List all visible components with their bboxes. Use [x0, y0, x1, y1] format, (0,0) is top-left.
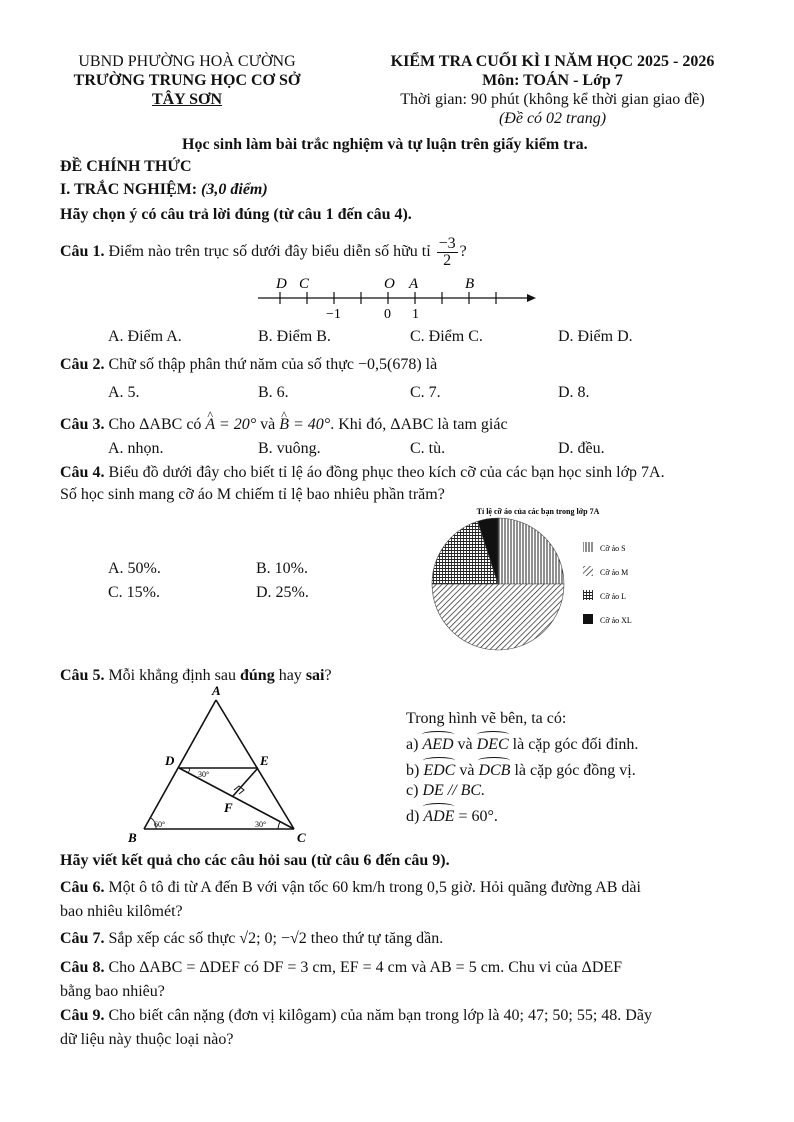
q1-end: ?: [459, 243, 467, 261]
section1-directive: Hãy chọn ý có câu trả lời đúng (từ câu 1 đến câu 4).: [60, 206, 412, 223]
pie-slice-s: [498, 518, 564, 584]
q3-text-b: . Khi đó, ΔABC là tam giác: [330, 416, 508, 433]
q5-a-angle2: DEC: [477, 734, 509, 756]
question-7: [60, 928, 443, 950]
label-e: E: [260, 753, 269, 768]
q5-d-prefix: d): [406, 808, 420, 825]
label-b: B: [128, 830, 137, 844]
point-c: C: [299, 276, 310, 292]
official-label: ĐỀ CHÍNH THỨC: [60, 158, 192, 175]
q5-statement-b: [406, 760, 636, 782]
section2-directive: Hãy viết kết quả cho các câu hỏi sau (từ câu 6 đến câu 9).: [60, 852, 450, 869]
q4-option-a: A. 50%.: [108, 560, 161, 577]
label-c: C: [297, 830, 306, 844]
axis-arrow: [527, 294, 536, 302]
angle-d-30: 30°: [198, 770, 210, 779]
legend-label-m: Cỡ áo M: [600, 568, 629, 577]
pie-slices: [432, 518, 564, 650]
q6-label: Câu 6.: [60, 879, 105, 896]
q2-label: Câu 2.: [60, 356, 105, 373]
q5-text-c: hay: [278, 667, 302, 684]
q2-option-c: C. 7.: [410, 384, 441, 401]
question-6: [60, 876, 641, 924]
q2-option-d: D. 8.: [558, 384, 590, 401]
chart-title: Tỉ lệ cỡ áo của các bạn trong lớp 7A: [476, 507, 600, 516]
point-b: B: [465, 276, 475, 292]
ward-name: UBND PHƯỜNG HOÀ CƯỜNG: [78, 53, 296, 70]
section1-label: I. TRẮC NGHIỆM:: [60, 181, 198, 198]
q2-text: Chữ số thập phân thứ năm của số thực −0,5(678) là: [108, 356, 438, 373]
q8-line-2: bằng bao nhiêu?: [60, 983, 165, 1000]
q3-and: và: [260, 416, 276, 433]
q1-option-a: A. Điểm A.: [108, 328, 182, 345]
school-name: TRƯỜNG TRUNG HỌC CƠ SỞ: [73, 72, 301, 89]
q3-option-a: A. nhọn.: [108, 440, 164, 457]
legend-swatch-l: [583, 590, 593, 600]
q9-line-2: dữ liệu này thuộc loại nào?: [60, 1031, 234, 1048]
q9-line-1: Cho biết cân nặng (đơn vị kilôgam) của năm bạn trong lớp là 40; 47; 50; 55; 48. Dãy: [108, 1007, 652, 1024]
q5-b-angle1: EDC: [423, 760, 455, 782]
q5-d-angle: ADE: [423, 806, 454, 828]
q4-option-c: C. 15%.: [108, 584, 160, 601]
label-f: F: [224, 800, 233, 815]
q3-label: Câu 3.: [60, 416, 105, 433]
q1-label: Câu 1.: [60, 243, 105, 261]
angle-c-30: 30°: [255, 820, 267, 829]
point-a: A: [409, 276, 419, 292]
q1-option-b: B. Điểm B.: [258, 328, 331, 345]
q8-line-1: Cho ΔABC = ΔDEF có DF = 3 cm, EF = 4 cm và AB = 5 cm. Chu vi của ΔDEF: [108, 959, 623, 976]
angle-b-60: 60°: [154, 820, 166, 829]
label-a: A: [212, 683, 221, 698]
q1-option-d: D. Điểm D.: [558, 328, 633, 345]
q2-option-b: B. 6.: [258, 384, 289, 401]
exam-title: KIỂM TRA CUỐI KÌ I NĂM HỌC 2025 - 2026: [390, 53, 715, 70]
q5-b-prefix: b): [406, 762, 420, 779]
question-9: [60, 1004, 652, 1052]
section1-points: (3,0 điểm): [201, 181, 268, 198]
question-8: [60, 956, 622, 1004]
label-d: D: [165, 753, 175, 768]
q5-intro: Trong hình vẽ bên, ta có:: [406, 710, 567, 727]
q5-b-angle2: DCB: [478, 760, 510, 782]
exam-time: Thời gian: 90 phút (không kể thời gian giao đề): [400, 91, 705, 108]
q6-line-2: bao nhiêu kilômét?: [60, 903, 183, 920]
triangle-figure: [118, 682, 318, 844]
point-d: D: [276, 276, 287, 292]
q3-angle-b: ^ B = 40°: [279, 414, 330, 436]
exam-pages: (Đề có 02 trang): [498, 110, 607, 127]
q3-text-a: Cho ΔABC có: [108, 416, 202, 433]
q6-line-1: Một ô tô đi từ A đến B với vận tốc 60 km/h trong 0,5 giờ. Hỏi quãng đường AB dài: [108, 879, 641, 896]
q9-label: Câu 9.: [60, 1007, 105, 1024]
q3-angle-a: ^ A = 20°: [205, 414, 256, 436]
exam-header: [355, 52, 750, 128]
q5-a-mid: và: [457, 736, 473, 753]
section1-title: [60, 181, 268, 199]
q5-a-angle1: AED: [422, 734, 453, 756]
q8-label: Câu 8.: [60, 959, 105, 976]
legend-swatch-s: [583, 542, 593, 552]
q4-text-2: Số học sinh mang cỡ áo M chiếm tỉ lệ bao nhiêu phần trăm?: [60, 486, 445, 503]
pie-chart: [420, 504, 690, 654]
tick-0: 0: [384, 307, 391, 322]
q5-a-prefix: a): [406, 736, 419, 753]
q1-frac-num: −3: [438, 235, 456, 252]
exam-subject: Môn: TOÁN - Lớp 7: [482, 72, 623, 89]
q1-fraction: [437, 236, 458, 269]
q5-text-d: sai: [305, 667, 325, 684]
q2-option-a: A. 5.: [108, 384, 140, 401]
q5-label: Câu 5.: [60, 667, 105, 684]
question-4: [60, 462, 665, 506]
legend-label-l: Cỡ áo L: [600, 592, 627, 601]
number-line: [250, 272, 540, 324]
q5-a-suffix: là cặp góc đối đỉnh.: [512, 736, 639, 753]
q5-statement-c: [406, 780, 485, 802]
q4-option-d: D. 25%.: [256, 584, 309, 601]
question-3: [60, 414, 508, 436]
q3-option-d: D. đều.: [558, 440, 605, 457]
q7-text: Sắp xếp các số thực √2; 0; −√2 theo thứ tự tăng dần.: [108, 930, 444, 947]
q5-c-prefix: c): [406, 782, 419, 799]
q5-b-suffix: là cặp góc đồng vị.: [514, 762, 636, 779]
q4-label: Câu 4.: [60, 464, 105, 481]
q4-text-1: Biểu đồ dưới đây cho biết tỉ lệ áo đồng phục theo kích cỡ của các bạn học sinh lớp 7A.: [108, 464, 665, 481]
q3-option-c: C. tù.: [410, 440, 446, 457]
q5-text-e: ?: [324, 667, 332, 684]
q5-b-mid: và: [459, 762, 475, 779]
q5-statement-a: [406, 734, 638, 756]
instruction: Học sinh làm bài trắc nghiệm và tự luận trên giấy kiểm tra.: [182, 136, 588, 153]
q5-statement-d: [406, 806, 498, 828]
q4-option-b: B. 10%.: [256, 560, 308, 577]
pie-slice-m: [432, 584, 564, 650]
q1-option-c: C. Điểm C.: [410, 328, 483, 345]
legend-swatch-m: [583, 566, 593, 576]
q7-label: Câu 7.: [60, 930, 105, 947]
school-name-2: TÂY SƠN: [151, 91, 223, 108]
q5-text-b: đúng: [240, 667, 275, 684]
legend-label-xl: Cỡ áo XL: [600, 616, 632, 625]
q5-text-a: Mỗi khẳng định sau: [108, 667, 236, 684]
q1-text: Điểm nào trên trục số dưới đây biểu diễn số hữu tỉ: [108, 243, 431, 261]
pie-legend: [583, 542, 632, 625]
q3-option-b: B. vuông.: [258, 440, 321, 457]
q5-c-text: DE // BC.: [422, 782, 486, 799]
legend-label-s: Cỡ áo S: [600, 544, 626, 553]
tick-1: 1: [412, 307, 419, 322]
school-header: [52, 52, 322, 109]
question-1: [60, 236, 467, 269]
q1-frac-den: 2: [443, 252, 452, 269]
legend-swatch-xl: [583, 614, 593, 624]
q5-d-suffix: = 60°.: [458, 808, 498, 825]
tick-minus-1: −1: [326, 307, 341, 322]
question-2: [60, 354, 437, 376]
point-o: O: [384, 276, 395, 292]
